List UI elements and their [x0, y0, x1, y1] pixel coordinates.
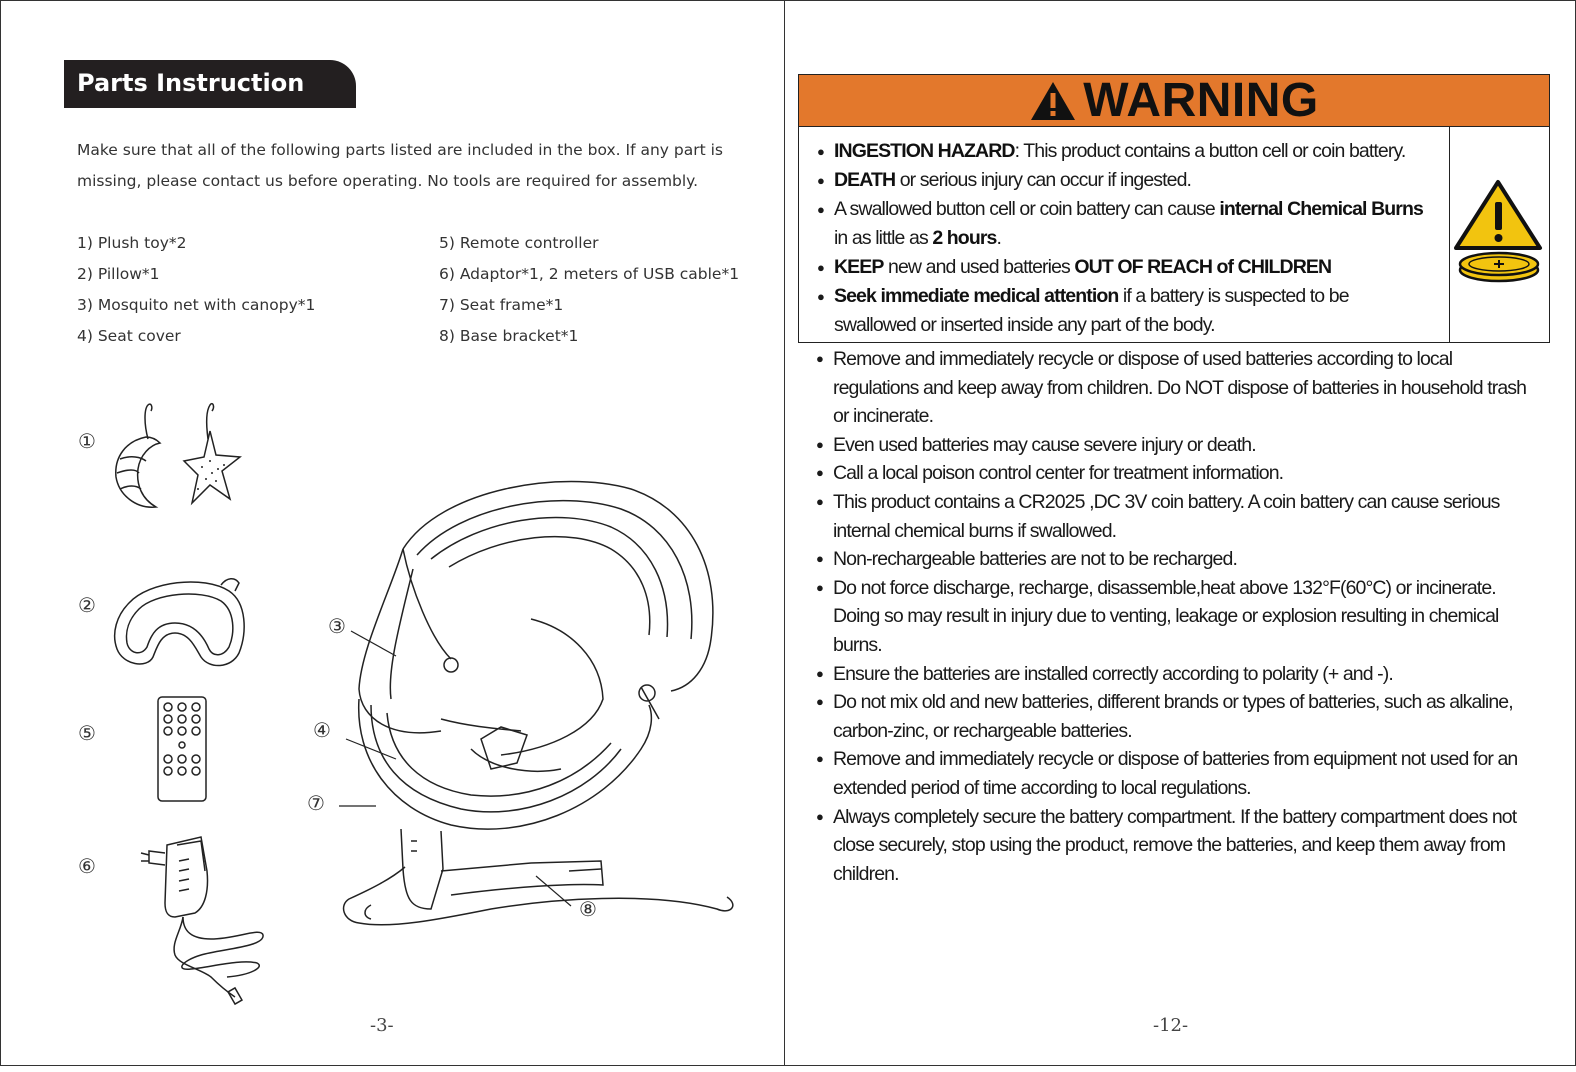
warning-item: ● Do not force discharge, recharge, disassemble,heat above 132°F(60°C) or incinerate. Doing so may result in injury due to venting, leakage or explosion resulting in chemical burns.: [816, 574, 1531, 660]
hazard-icon-cell: [1449, 126, 1549, 342]
callout-4: ④: [313, 718, 331, 742]
hazard-item: ● A swallowed button cell or coin battery can cause internal Chemical Burns in as little as 2 hours.: [817, 195, 1434, 253]
section-title: Parts Instruction: [64, 60, 356, 108]
warning-item: ● This product contains a CR2025 ,DC 3V coin battery. A coin battery can cause serious internal chemical burns if swallowed.: [816, 488, 1531, 545]
callout-8: ⑧: [579, 897, 597, 921]
coin-battery-icon: [1456, 250, 1542, 284]
hazard-item: ● DEATH or serious injury can occur if ingested.: [817, 166, 1457, 195]
hazard-triangle-icon: [1450, 126, 1549, 342]
remote-controller-illustration: [153, 695, 211, 805]
callout-2: ②: [78, 593, 96, 617]
part-item: 4) Seat cover: [77, 327, 181, 345]
warning-list: [816, 345, 1531, 888]
hazard-item: ● INGESTION HAZARD: This product contains a button cell or coin battery.: [817, 137, 1457, 166]
warning-item: ● Call a local poison control center for treatment information.: [816, 459, 1531, 488]
part-item: 3) Mosquito net with canopy*1: [77, 296, 316, 314]
plush-toys-illustration: [106, 399, 251, 517]
page-number: -12-: [1153, 1015, 1189, 1036]
adaptor-illustration: [131, 831, 276, 1006]
warning-header: [799, 75, 1549, 127]
warning-item: ● Non-rechargeable batteries are not to be recharged.: [816, 545, 1531, 574]
warning-item: ● Always completely secure the battery compartment. If the battery compartment does not close securely, stop using the product, remove the batteries, and keep them away from children.: [816, 803, 1531, 889]
callout-6: ⑥: [78, 854, 96, 878]
warning-item: ● Even used batteries may cause severe injury or death.: [816, 431, 1531, 460]
part-item: 7) Seat frame*1: [439, 296, 564, 314]
callout-1: ①: [78, 429, 96, 453]
parts-list-column-2: [439, 228, 739, 352]
part-item: 8) Base bracket*1: [439, 327, 579, 345]
warning-item: ● Do not mix old and new batteries, different brands or types of batteries, such as alkaline, carbon-zinc, or rechargeable batteries.: [816, 688, 1531, 745]
callout-3: ③: [328, 614, 346, 638]
part-item: 1) Plush toy*2: [77, 234, 187, 252]
callout-leader-lines: [301, 601, 621, 921]
warning-triangle-icon: [1029, 80, 1077, 122]
part-item: 2) Pillow*1: [77, 265, 160, 283]
parts-list-column-1: [77, 228, 315, 352]
warning-item: ● Ensure the batteries are installed correctly according to polarity (+ and -).: [816, 660, 1531, 689]
intro-text: Make sure that all of the following parts listed are included in the box. If any part is missing, please contact us before operating. No tools are required for assembly.: [77, 141, 723, 190]
page-number: -3-: [370, 1015, 394, 1036]
pillow-illustration: [109, 573, 251, 673]
part-item: 5) Remote controller: [439, 234, 599, 252]
left-page: [0, 0, 785, 1066]
hazard-item: ● KEEP new and used batteries OUT OF REACH of CHILDREN: [817, 253, 1457, 282]
warning-item: ● Remove and immediately recycle or dispose of used batteries according to local regulations and keep away from children. Do NOT dispose of batteries in household trash or incinerate.: [816, 345, 1531, 431]
hazard-list: [817, 137, 1457, 340]
part-item: 6) Adaptor*1, 2 meters of USB cable*1: [439, 265, 740, 283]
hazard-item: ● Seek immediate medical attention if a battery is suspected to be swallowed or inserted inside any part of the body.: [817, 282, 1424, 340]
callout-5: ⑤: [78, 721, 96, 745]
warning-title: WARNING: [1083, 74, 1319, 127]
callout-7: ⑦: [307, 791, 325, 815]
warning-box: [798, 74, 1550, 343]
warning-item: ● Remove and immediately recycle or dispose of batteries from equipment not used for an extended period of time according to local regulations.: [816, 745, 1531, 802]
